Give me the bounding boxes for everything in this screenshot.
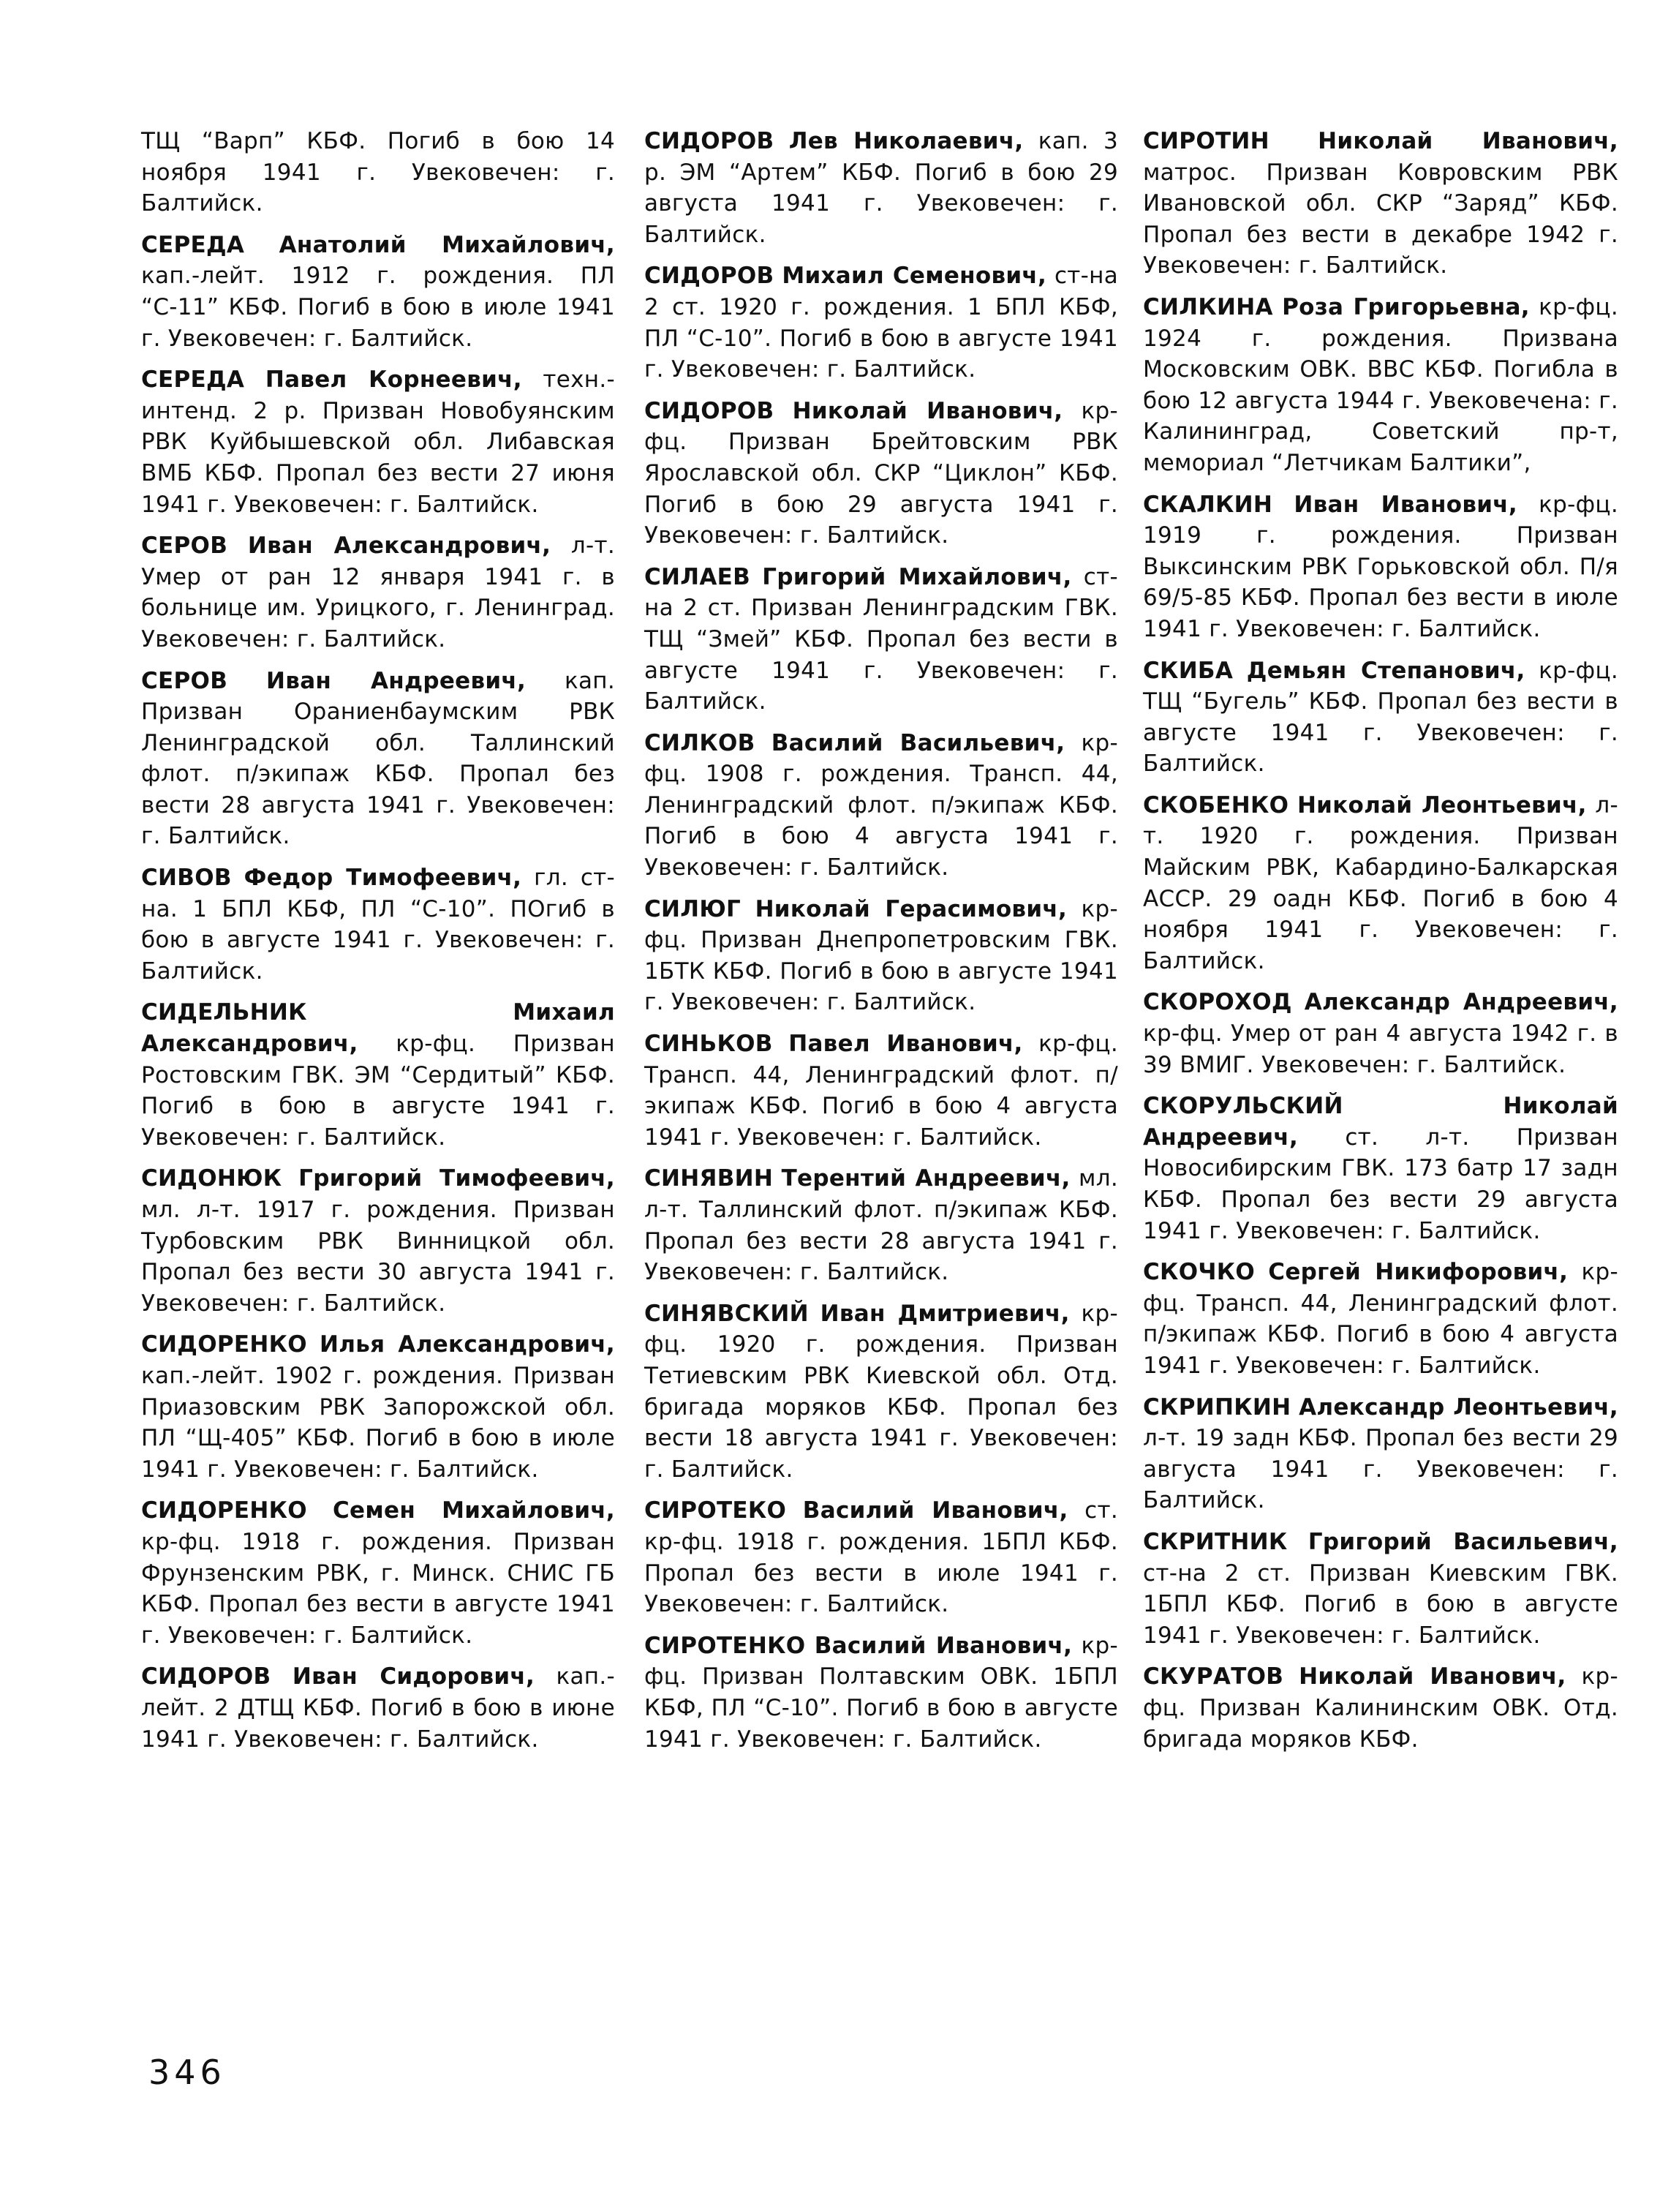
entry-given-name: Демьян Степанович,: [1246, 657, 1525, 684]
entry-surname: СКАЛКИН: [1143, 491, 1273, 518]
memorial-entry: [1143, 126, 1618, 282]
entry-surname: СИНЯВИН: [644, 1165, 774, 1192]
entry-given-name: Павел Корнеевич,: [265, 366, 522, 394]
entry-details: кр-фц. Умер от ран 4 августа 1942 г. в 39 ВМИГ. Увековечен: г. Балтийск.: [1143, 1020, 1618, 1078]
entry-details: кр-фц. Трансп. 44, Ленинградский флот. п/экипаж КБФ. Погиб в бою 4 августа 1941 г. Увековечен: г. Балтийск.: [1143, 1259, 1618, 1379]
memorial-entry: [644, 1163, 1118, 1287]
entry-details: кр-фц. 1918 г. рождения. Призван Фрунзенским РВК, г. Минск. СНИС ГБ КБФ. Пропал без вести в августе 1941 г. Увековечен: г. Балтийск.: [141, 1528, 615, 1649]
entry-details: кап. Призван Ораниенбаумским РВК Ленинградской обл. Таллинский флот. п/экипаж КБФ. Пропал без вести 28 августа 1941 г. Увековечен: г. Балтийск.: [141, 667, 616, 850]
memorial-entry: [644, 396, 1118, 552]
memorial-entry: [644, 728, 1118, 884]
entry-surname: СИНЬКОВ: [644, 1031, 773, 1058]
entry-details: мл. л-т. 1917 г. рождения. Призван Турбовским РВК Винницкой обл. Пропал без вести 30 августа 1941 г. Увековечен: г. Балтийск.: [141, 1197, 615, 1317]
entry-surname: СЕРОВ: [141, 667, 228, 694]
entry-surname: СИДЕЛЬНИК: [141, 999, 307, 1026]
memorial-entry: [141, 364, 615, 520]
memorial-entry: [644, 1495, 1118, 1620]
entry-surname: СКОРУЛЬСКИЙ: [1143, 1093, 1343, 1120]
entry-surname: СЕРЕДА: [141, 231, 245, 258]
memorial-entry: [644, 260, 1118, 385]
entry-details: кр-фц. 1908 г. рождения. Трансп. 44, Ленинградский флот. п/экипаж КБФ. Погиб в бою 4 августа 1941 г. Увековечен: г. Балтийск.: [644, 729, 1118, 881]
entry-given-name: Иван Сидорович,: [292, 1663, 535, 1690]
entry-details: кр-фц. ТЩ “Бугель” КБФ. Пропал без вести в августе 1941 г. Увековечен: г. Балтийск.: [1143, 657, 1619, 778]
memorial-entry: [644, 894, 1118, 1018]
entry-given-name: Роза Григорьевна,: [1282, 293, 1530, 320]
entry-details: кр-фц. 1920 г. рождения. Призван Тетиевским РВК Киевской обл. Отд. бригада моряков КБФ. Пропал без вести 18 августа 1941 г. Увековечен: г. Балтийск.: [644, 1300, 1119, 1483]
entry-surname: СКРИТНИК: [1143, 1528, 1288, 1555]
entry-given-name: Григорий Тимофеевич,: [298, 1165, 616, 1192]
memorial-entry: [1143, 489, 1618, 645]
entry-surname: СКОРОХОД: [1143, 989, 1292, 1016]
entry-given-name: Николай Герасимович,: [755, 895, 1068, 922]
entry-surname: СИДОРОВ: [644, 128, 774, 154]
entry-surname: СИЛКИНА: [1143, 293, 1273, 320]
memorial-entry: [141, 1329, 615, 1485]
column-2: [644, 126, 1118, 1765]
entry-given-name: Василий Иванович,: [814, 1632, 1073, 1659]
entry-details: кр-фц. Призван Брейтовским РВК Ярославской обл. СКР “Циклон” КБФ. Погиб в бою 29 августа 1941 г. Увековечен: г. Балтийск.: [644, 397, 1119, 549]
entry-surname: СИДОРОВ: [644, 263, 774, 290]
memorial-entry: [1143, 1527, 1618, 1651]
entry-details: л-т. 1920 г. рождения. Призван Майским РВК, Кабардино-Балкарская АССР. 29 оадн КБФ. Погиб в бою 4 ноября 1941 г. Увековечен: г. Балтийск.: [1143, 791, 1618, 974]
entry-surname: СИДОРЕНКО: [141, 1331, 307, 1358]
memorial-entry: [141, 1495, 615, 1651]
entry-surname: СИНЯВСКИЙ: [644, 1300, 809, 1327]
column-3: [1143, 126, 1618, 1765]
entry-given-name: Терентий Андреевич,: [781, 1165, 1071, 1192]
entry-given-name: Василий Васильевич,: [771, 729, 1065, 756]
entry-details: ТЩ “Варп” КБФ. Погиб в бою 14 ноября 1941 г. Увековечен: г. Балтийск.: [141, 128, 615, 217]
entry-given-name: Михаил Семенович,: [782, 263, 1047, 290]
page-number: 346: [148, 2053, 226, 2092]
memorial-entry: [1143, 655, 1618, 780]
memorial-entry: [644, 1298, 1118, 1486]
memorial-entry: [644, 562, 1118, 718]
entry-given-name: Илья Александрович,: [320, 1331, 615, 1358]
entry-details: кр-фц. 1919 г. рождения. Призван Выксинским РВК Горьковской обл. П/я 69/5-85 КБФ. Пропал без вести в июле 1941 г. Увековечен: г. Балтийск.: [1143, 491, 1618, 642]
entry-details: кап. 3 р. ЭМ “Артем” КБФ. Погиб в бою 29 августа 1941 г. Увековечен: г. Балтийск.: [644, 128, 1118, 248]
column-1: [141, 126, 615, 1765]
entry-details: кр-фц. Призван Полтавским ОВК. 1БПЛ КБФ, ПЛ “С-10”. Погиб в бою в августе 1941 г. Увековечен: г. Балтийск.: [644, 1632, 1118, 1753]
entry-surname: СКОЧКО: [1143, 1259, 1255, 1286]
entry-details: л-т. Умер от ран 12 января 1941 г. в больнице им. Урицкого, г. Ленинград. Увековечен: г. Балтийск.: [141, 533, 616, 652]
entry-details: гл. ст-на. 1 БПЛ КБФ, ПЛ “С-10”. ПОгиб в бою в августе 1941 г. Увековечен: г. Балтийск.: [141, 865, 616, 985]
entry-surname: СКРИПКИН: [1143, 1393, 1291, 1421]
memorial-entry: [644, 1630, 1118, 1755]
entry-surname: СИЛАЕВ: [644, 563, 751, 590]
entry-given-name: Александр Андреевич,: [1304, 989, 1619, 1016]
memorial-entry: [141, 997, 615, 1153]
entry-given-name: Николай Иванович,: [1299, 1663, 1566, 1690]
entry-given-name: Анатолий Михайлович,: [279, 231, 615, 258]
entry-surname: СИЛЮГ: [644, 895, 742, 922]
entry-surname: СКУРАТОВ: [1143, 1663, 1284, 1690]
entry-details: ст-на 2 ст. Призван Ленинградским ГВК. ТЩ “Змей” КБФ. Пропал без вести в августе 1941 г. Увековечен: г. Балтийск.: [644, 563, 1118, 715]
entry-given-name: Николай Леонтьевич,: [1297, 791, 1587, 819]
entry-surname: СИРОТЕКО: [644, 1497, 787, 1524]
entry-surname: СИРОТЕНКО: [644, 1632, 806, 1659]
entry-surname: СИДОРОВ: [644, 397, 774, 424]
entry-details: ст-на 2 ст. 1920 г. рождения. 1 БПЛ КБФ, ПЛ “С-10”. Погиб в бою в августе 1941 г. Увековечен: г. Балтийск.: [644, 263, 1119, 383]
entry-surname: СИВОВ: [141, 865, 232, 892]
memorial-entry: [644, 126, 1118, 250]
entry-given-name: Федор Тимофеевич,: [244, 865, 522, 892]
entry-given-name: Иван Александрович,: [247, 533, 551, 560]
entry-given-name: Михаил Александрович,: [141, 999, 615, 1058]
entry-surname: СКИБА: [1143, 657, 1234, 684]
memorial-entry: [141, 862, 615, 987]
entry-given-name: Павел Иванович,: [788, 1031, 1023, 1058]
memorial-entry: [141, 1163, 615, 1319]
memorial-entry: [141, 230, 615, 354]
entry-details: кр-фц. Призван Ростовским ГВК. ЭМ “Сердитый” КБФ. Погиб в бою в августе 1941 г. Увековечен: г. Балтийск.: [141, 1031, 615, 1151]
entry-given-name: Иван Дмитриевич,: [820, 1300, 1070, 1327]
memorial-entry: [1143, 1661, 1618, 1755]
entry-details: ст. кр-фц. 1918 г. рождения. 1БПЛ КБФ. Пропал без вести в июле 1941 г. Увековечен: г. Балтийск.: [644, 1497, 1118, 1618]
entry-details: кап.-лейт. 1902 г. рождения. Призван Приазовским РВК Запорожской обл. ПЛ “Щ-405” КБФ. Погиб в бою в июле 1941 г. Увековечен: г. Балтийск.: [141, 1362, 615, 1483]
memorial-entry: [141, 530, 615, 655]
memorial-entry: [1143, 790, 1618, 977]
entry-details: ст. л-т. Призван Новосибирским ГВК. 173 батр 17 задн КБФ. Пропал без вести 29 августа 1941 г. Увековечен: г. Балтийск.: [1143, 1124, 1619, 1244]
entry-given-name: Лев Николаевич,: [788, 128, 1024, 154]
entry-given-name: Семен Михайлович,: [333, 1497, 616, 1524]
entry-given-name: Иван Иванович,: [1294, 491, 1517, 518]
entry-given-name: Николай Иванович,: [792, 397, 1063, 424]
memorial-entry: [141, 1661, 615, 1755]
memorial-entry: [1143, 987, 1618, 1080]
memorial-entry: [1143, 292, 1618, 479]
entry-surname: СИДОРОВ: [141, 1663, 271, 1690]
entry-details: кап.-лейт. 1912 г. рождения. ПЛ “С-11” КБФ. Погиб в бою в июле 1941 г. Увековечен: г. Балтийск.: [141, 263, 615, 352]
entry-given-name: Григорий Михайлович,: [762, 563, 1072, 590]
entry-surname: СИРОТИН: [1143, 128, 1269, 154]
entry-given-name: Николай Иванович,: [1318, 128, 1618, 154]
memorial-entry: [644, 1028, 1118, 1153]
entry-given-name: Василий Иванович,: [802, 1497, 1068, 1524]
entry-given-name: Иван Андреевич,: [266, 667, 527, 694]
entry-surname: СИДОНЮК: [141, 1165, 282, 1192]
entry-surname: СКОБЕНКО: [1143, 791, 1289, 819]
entry-details: ст-на 2 ст. Призван Киевским ГВК. 1БПЛ КБФ. Погиб в бою в августе 1941 г. Увековечен: г. Балтийск.: [1143, 1560, 1618, 1649]
memorial-entry: [141, 126, 615, 219]
entry-details: кр-фц. Призван Калининским ОВК. Отд. бригада моряков КБФ.: [1143, 1663, 1618, 1753]
entry-details: кр-фц. 1924 г. рождения. Призвана Московским ОВК. ВВС КБФ. Погибла в бою 12 августа 1944 г. Увековечена: г. Калининград, Советский пр-т, мемориал “Летчикам Балтики”,: [1143, 293, 1618, 476]
entry-surname: СЕРОВ: [141, 533, 228, 560]
entry-surname: СИЛКОВ: [644, 729, 755, 756]
memorial-entry: [1143, 1257, 1618, 1381]
entry-details: мл. л-т. Таллинский флот. п/экипаж КБФ. Пропал без вести 28 августа 1941 г. Увековечен: г. Балтийск.: [644, 1165, 1119, 1286]
memorial-entry: [1143, 1392, 1618, 1516]
entry-given-name: Александр Леонтьевич,: [1299, 1393, 1618, 1421]
entry-details: кр-фц. Трансп. 44, Ленинградский флот. п/экипаж КБФ. Погиб в бою 4 августа 1941 г. Увековечен: г. Балтийск.: [644, 1031, 1118, 1151]
entry-details: кр-фц. Призван Днепропетровским ГВК. 1БТК КБФ. Погиб в бою в августе 1941 г. Увековечен: г. Балтийск.: [644, 895, 1118, 1016]
memorial-entry: [141, 666, 615, 853]
entry-given-name: Сергей Никифорович,: [1268, 1259, 1569, 1286]
entry-surname: СЕРЕДА: [141, 366, 245, 394]
entry-details: кап.-лейт. 2 ДТЩ КБФ. Погиб в бою в июне 1941 г. Увековечен: г. Балтийск.: [141, 1663, 615, 1753]
entry-surname: СИДОРЕНКО: [141, 1497, 307, 1524]
entry-details: л-т. 19 задн КБФ. Пропал без вести 29 августа 1941 г. Увековечен: г. Балтийск.: [1143, 1425, 1618, 1514]
entry-details: матрос. Призван Ковровским РВК Ивановской обл. СКР “Заряд” КБФ. Пропал без вести в декабре 1942 г. Увековечен: г. Балтийск.: [1143, 159, 1618, 279]
memorial-entry: [1143, 1091, 1618, 1246]
entry-given-name: Николай Андреевич,: [1143, 1093, 1618, 1151]
entry-details: техн.-интенд. 2 р. Призван Новобуянским РВК Куйбышевской обл. Либавская ВМБ КБФ. Пропал без вести 27 июня 1941 г. Увековечен: г. Балтийск.: [141, 366, 615, 518]
entry-given-name: Григорий Васильевич,: [1308, 1528, 1618, 1555]
